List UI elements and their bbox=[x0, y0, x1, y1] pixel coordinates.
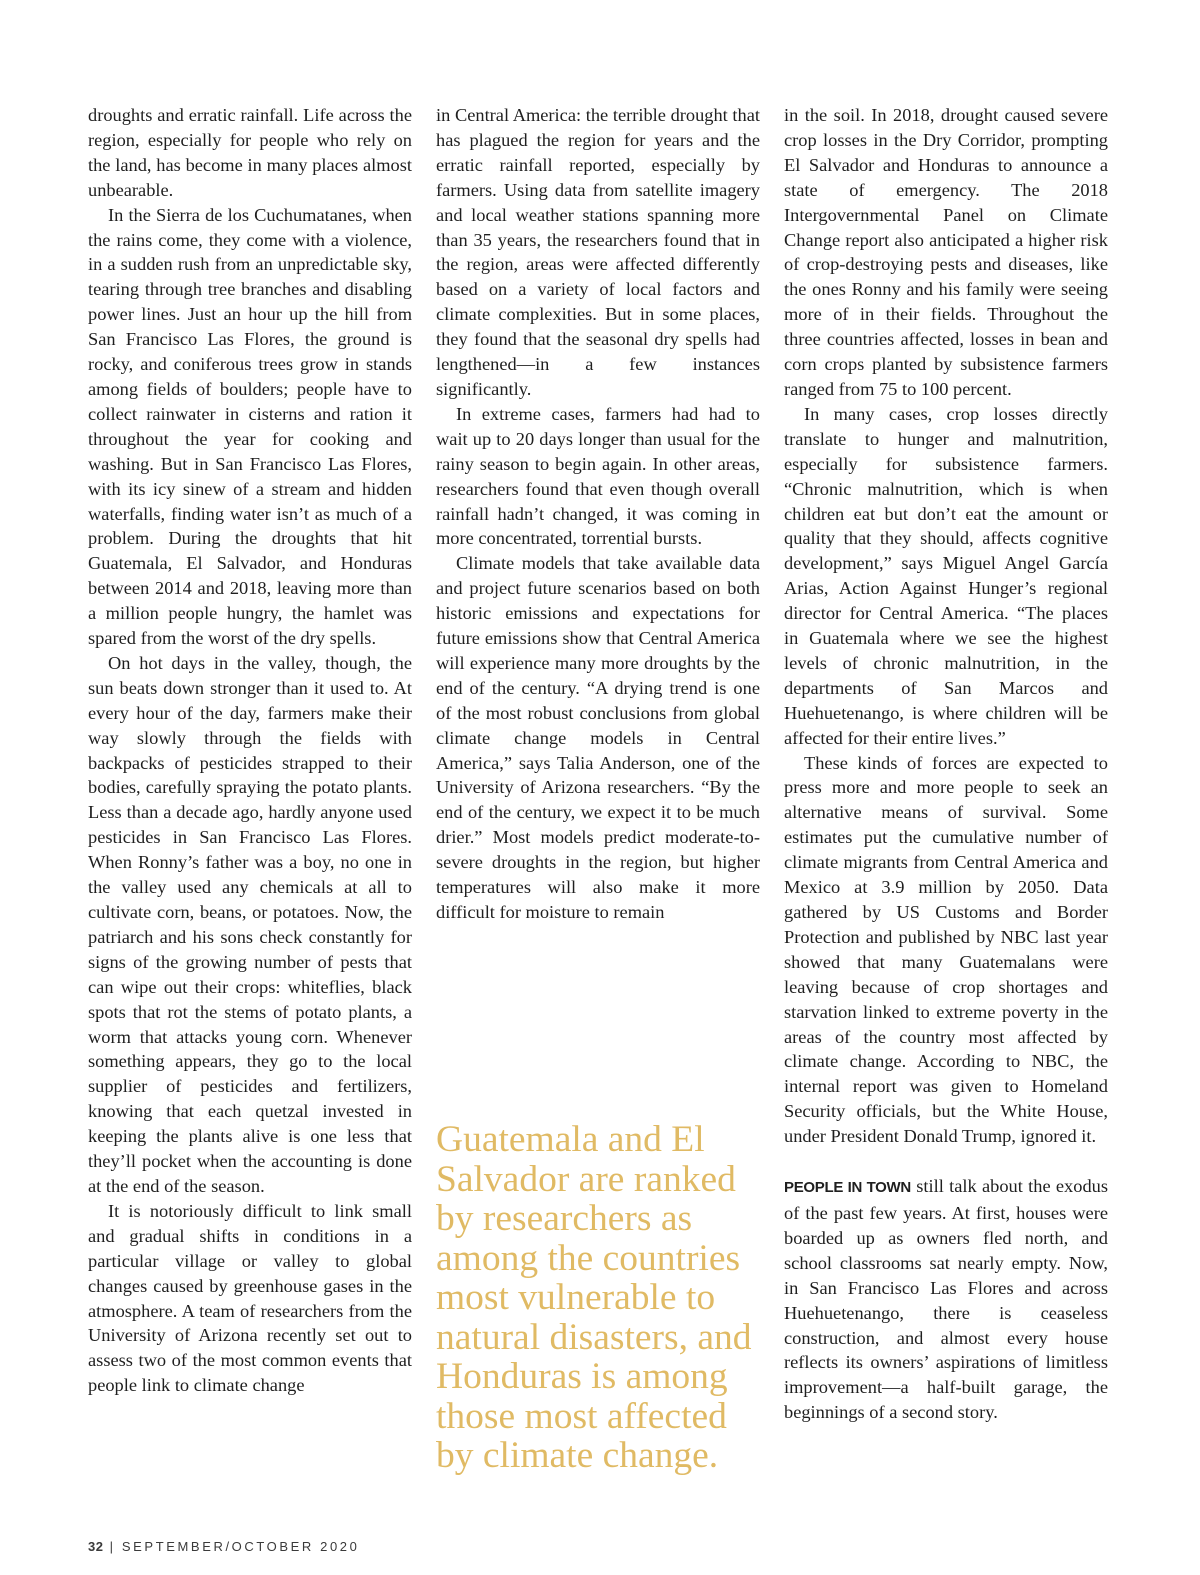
page-footer bbox=[88, 1539, 359, 1554]
body-paragraph: in the soil. In 2018, drought caused severe crop losses in the Dry Corridor, prompting El Salvador and Honduras to announce a state of emergency. The 2018 Intergovernmental Panel on Climate Change report also anticipated a higher risk of crop-destroying pests and diseases, like the ones Ronny and his family were seeing more of in their fields. Throughout the three countries affected, losses in bean and corn crops planted by subsistence farmers ranged from 75 to 100 percent. bbox=[784, 105, 1108, 399]
section-lead-in: PEOPLE IN TOWN bbox=[784, 1179, 911, 1197]
issue-date: SEPTEMBER/OCTOBER 2020 bbox=[121, 1539, 360, 1554]
body-paragraph: droughts and erratic rainfall. Life across the region, especially for people who rely on the land, has become in many places almost unbearable. bbox=[88, 105, 412, 200]
body-paragraph: In many cases, crop losses directly translate to hunger and malnutrition, especially for subsistence farmers. “Chronic malnutrition, which is when children eat but don’t eat the amount or quality that they should, affects cognitive development,” says Miguel Angel García Arias, Action Against Hunger’s regional director for Central America. “The places in Guatemala where we see the highest levels of chronic malnutrition, in the departments of San Marcos and Huehuetenango, is where children will be affected for their entire lives.” bbox=[784, 403, 1108, 748]
page-number: 32 bbox=[88, 1539, 104, 1554]
section-break bbox=[784, 1149, 1108, 1174]
pull-quote: Guatemala and El Salvador are ranked by researchers as among the countries most vulnerable to natural disasters, and Honduras is among those most affected by climate change. bbox=[436, 1119, 752, 1476]
section-paragraph-text: still talk about the exodus of the past few years. At first, houses were boarded up as owners fled north, and school classrooms sat nearly empty. Now, in San Francisco Las Flores and across Huehuetenango, there is ceaseless construction, and almost every house reflects its owners’ aspirations of limitless improvement—a half-built garage, the beginnings of a second story. bbox=[784, 1176, 1108, 1423]
body-paragraph: On hot days in the valley, though, the sun beats down stronger than it used to. At every hour of the day, farmers make their way slowly through the fields with backpacks of pesticides strapped to their bodies, carefully spraying the potato plants. Less than a decade ago, hardly anyone used pesticides in San Francisco Las Flores. When Ronny’s father was a boy, no one in the valley used any chemicals at all to cultivate corn, beans, or potatoes. Now, the patriarch and his sons check constantly for signs of the growing number of pests that can wipe out their crops: whiteflies, black spots that rot the stems of potato plants, a worm that attacks young corn. Whenever something appears, they go to the local supplier of pesticides and fertilizers, knowing that each quetzal invested in keeping the plants alive is one less that they’ll pocket when the accounting is done at the end of the season. bbox=[88, 652, 412, 1196]
body-paragraph: Climate models that take available data and project future scenarios based on both historic emissions and expectations for future emissions show that Central America will experience many more droughts by the end of the century. “A drying trend is one of the most robust conclusions from global climate change models in Central America,” says Talia Anderson, one of the University of Arizona researchers. “By the end of the century, we expect it to be much drier.” Most models predict moderate-to-severe droughts in the region, but higher temperatures will also make it more difficult for moisture to remain bbox=[436, 553, 760, 922]
body-paragraph: It is notoriously difficult to link small and gradual shifts in conditions in a particular village or valley to global changes caused by greenhouse gases in the atmosphere. A team of researchers from the University of Arizona recently set out to assess two of the most common events that people link to climate change bbox=[88, 1200, 412, 1396]
body-paragraph: in Central America: the terrible drought that has plagued the region for years and the erratic rainfall reported, especially by farmers. Using data from satellite imagery and local weather stations spanning more than 35 years, the researchers found that in the region, areas were affected differently based on a variety of local factors and climate complexities. But in some places, they found that the seasonal dry spells had lengthened—in a few instances significantly. bbox=[436, 105, 760, 399]
section-paragraph bbox=[784, 1174, 1108, 1425]
article-column-3 bbox=[784, 103, 1108, 1425]
article-column-2 bbox=[436, 103, 760, 925]
body-paragraph: In extreme cases, farmers had had to wait up to 20 days longer than usual for the rainy season to begin again. In other areas, researchers found that even though overall rainfall hadn’t changed, it was coming in more concentrated, torrential bursts. bbox=[436, 403, 760, 549]
body-paragraph: In the Sierra de los Cuchumatanes, when the rains come, they come with a violence, in a sudden rush from an unpredictable sky, tearing through tree branches and disabling power lines. Just an hour up the hill from San Francisco Las Flores, the ground is rocky, and coniferous trees grow in stands among fields of boulders; people have to collect rainwater in cisterns and ration it throughout the year for cooking and washing. But in San Francisco Las Flores, with its icy sinew of a stream and hidden waterfalls, finding water isn’t as much of a problem. During the droughts that hit Guatemala, El Salvador, and Honduras between 2014 and 2018, leaving more than a million people hungry, the hamlet was spared from the worst of the dry spells. bbox=[88, 204, 412, 649]
footer-separator: | bbox=[103, 1539, 122, 1554]
article-column-1 bbox=[88, 103, 412, 1398]
body-paragraph: These kinds of forces are expected to press more and more people to seek an alternative means of survival. Some estimates put the cumulative number of climate migrants from Central America and Mexico at 3.9 million by 2050. Data gathered by US Customs and Border Protection and published by NBC last year showed that many Guatemalans were leaving because of crop shortages and starvation linked to extreme poverty in the areas of the country most affected by climate change. According to NBC, the internal report was given to Homeland Security officials, but the White House, under President Donald Trump, ignored it. bbox=[784, 752, 1108, 1147]
